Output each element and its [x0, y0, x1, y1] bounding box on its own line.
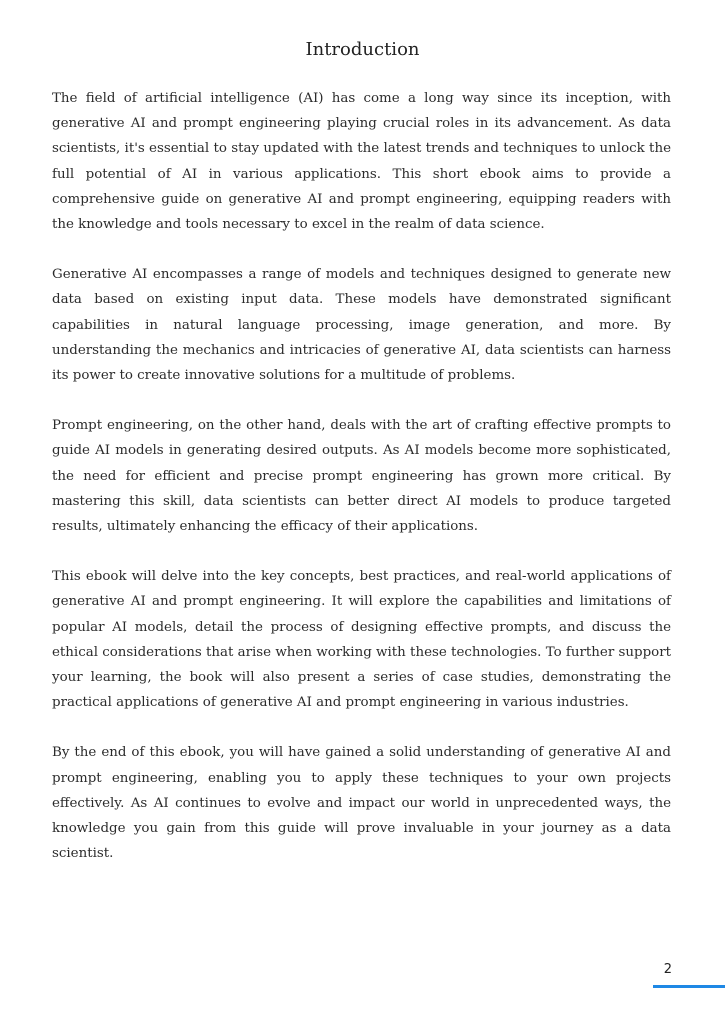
paragraph: Generative AI encompasses a range of models and techniques designed to generate new data based on existing input data. These models have demonstrated significant capabilities in natural language processing, image generation, and more. By understanding the mechanics and intricacies of generative AI, data scientists can harness its power to create innovative solutions for a multitude of problems. [52, 267, 671, 384]
paragraph: Prompt engineering, on the other hand, deals with the art of crafting effective prompts to guide AI models in generating desired outputs. As AI models become more sophisticated, the need for efficient and precise prompt engineering has grown more critical. By mastering this skill, data scientists can better direct AI models to produce targeted results, ultimately enhancing the efficacy of their applications. [52, 418, 671, 535]
paragraph: By the end of this ebook, you will have gained a solid understanding of generative AI and prompt engineering, enabling you to apply these techniques to your own projects effectively. As AI continues to evolve and impact our world in unprecedented ways, the knowledge you gain from this guide will prove invaluable in your journey as a data scientist. [52, 745, 671, 862]
document-body [52, 86, 671, 891]
paragraph: The field of artificial intelligence (AI) has come a long way since its inception, with generative AI and prompt engineering playing crucial roles in its advancement. As data scientists, it's essential to stay updated with the latest trends and techniques to unlock the full potential of AI in various applications. This short ebook aims to provide a comprehensive guide on generative AI and prompt engineering, equipping readers with the knowledge and tools necessary to excel in the realm of data science. [52, 91, 671, 233]
page-number: 2 [663, 962, 672, 977]
footer-accent-bar [653, 985, 725, 988]
paragraph: This ebook will delve into the key concepts, best practices, and real-world applications of generative AI and prompt engineering. It will explore the capabilities and limitations of popular AI models, detail the process of designing effective prompts, and discuss the ethical considerations that arise when working with these technologies. To further support your learning, the book will also present a series of case studies, demonstrating the practical applications of generative AI and prompt engineering in various industries. [52, 569, 671, 711]
page-title: Introduction [305, 39, 420, 60]
